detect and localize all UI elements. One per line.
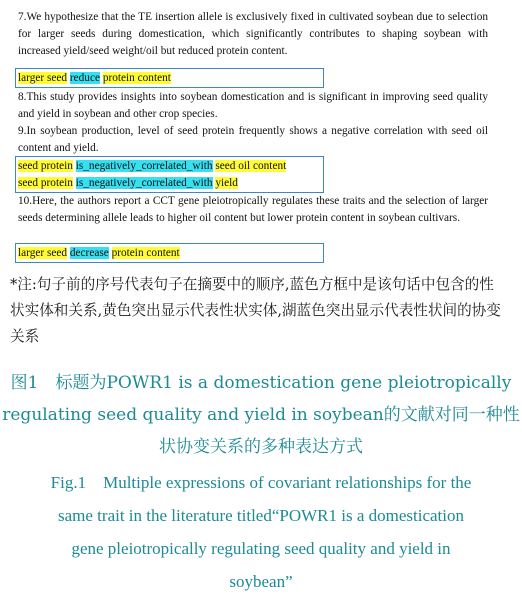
relation-row	[18, 158, 323, 175]
trait-entity: protein content	[111, 247, 180, 259]
sentence-7: 7.We hypothesize that the TE insertion allele is exclusively fixed in cultivated soybean due to selection for larger seeds during domestication, which significantly contributes to shaping soybean with increased yield/seed weight/oil but reduced protein content.	[18, 11, 488, 57]
sentence-8: 8.This study provides insights into soybean domestication and is significant in improving seed quality and yield in soybean and other crop species.	[18, 91, 488, 120]
trait-entity: larger seed	[18, 247, 68, 259]
relation-label: reduce	[69, 72, 100, 84]
sentence-10: 10.Here, the authors report a CCT gene pleiotropically regulates these traits and the selection of larger seeds determining allele leads to higher oil content but lower protein content in soybean cultivars.	[18, 195, 488, 224]
relation-row	[18, 70, 323, 87]
caption-en-line-4: soybean”	[229, 572, 293, 591]
caption-en-line-3: gene pleiotropically regulating seed quality and yield in	[71, 539, 451, 558]
sentence-9: 9.In soybean production, level of seed protein frequently shows a negative correlation with seed oil content and yield.	[18, 125, 488, 154]
trait-entity: seed protein	[18, 160, 73, 172]
trait-entity: protein content	[102, 72, 171, 84]
relation-box-1	[15, 68, 324, 88]
relation-row	[18, 245, 323, 262]
caption-en-line-2: same trait in the literature titled“POWR1 is a domestication	[58, 506, 464, 525]
relation-box-3	[15, 243, 324, 263]
trait-entity: seed protein	[18, 177, 73, 189]
caption-cn-line-2: regulating seed quality and yield in soybean的文献对同一种性	[2, 405, 520, 425]
caption-cn-line-1: 图1 标题为POWR1 is a domestication gene pleiotropically	[10, 373, 512, 393]
caption-cn-line-3: 状协变关系的多种表达方式	[159, 437, 363, 457]
relation-label: is_negatively_correlated_with	[75, 160, 213, 172]
trait-entity: seed oil content	[215, 160, 287, 172]
relation-label: decrease	[69, 247, 109, 259]
caption-en-line-1: Fig.1 Multiple expressions of covariant relationships for the	[50, 473, 472, 492]
relation-box-2	[15, 156, 324, 193]
trait-entity: larger seed	[18, 72, 68, 84]
relation-label: is_negatively_correlated_with	[75, 177, 213, 189]
trait-entity: yield	[215, 177, 238, 189]
relation-row	[18, 175, 323, 192]
figure-note: *注:句子前的序号代表句子在摘要中的顺序,蓝色方框中是该句话中包含的性状实体和关系,黄色突出显示代表性状实体,湖蓝色突出显示代表性状间的协变关系	[10, 276, 501, 345]
